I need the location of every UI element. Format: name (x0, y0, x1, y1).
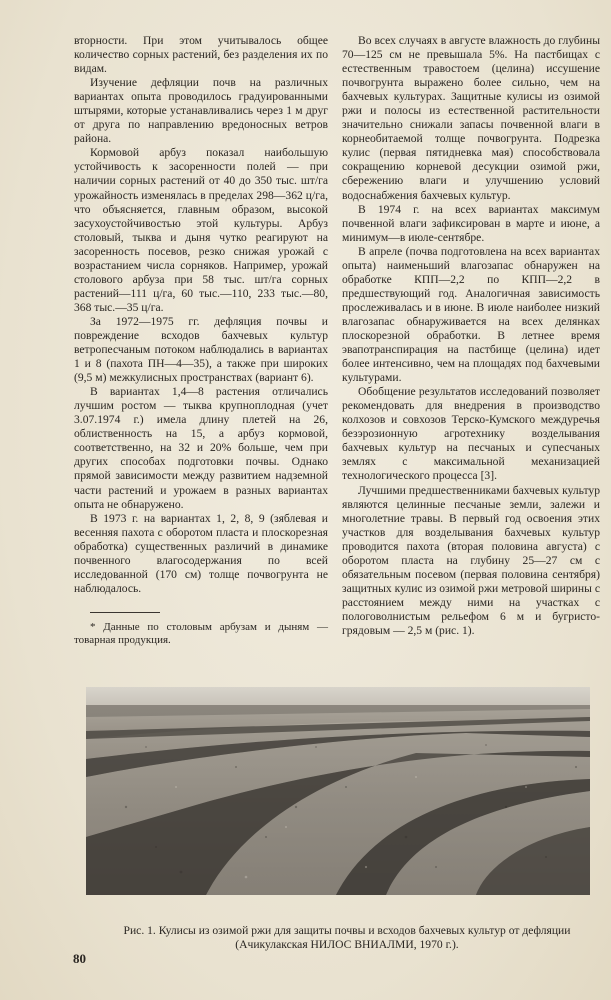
paragraph: Обобщение результатов исследований позволяет рекомендовать для внедрения в производство колхозов и совхозов Терско-Кумского междуречья безэрозионную агротехнику возделывания бахчевых культур на песчаных и супесчаных землях с максимальной механизацией технологического процесса [3]. (342, 385, 600, 483)
right-column (342, 34, 600, 638)
paragraph: Во всех случаях в августе влажность до глубины 70—125 см не превышала 5%. На пастбищах с естественным травостоем (целина) иссушение почвогрунта выражено более сильно, чем на бахчевых культурах. Защитные кулисы из озимой ржи и полосы из естественной растительности значительно снижали запасы почвенной влаги в корнеобитаемой толще почвогрунта. Подрезка кулис (первая пятидневка мая) способствовала сокращению корневой десукции озимой ржи, сбережению влаги и улучшению условий водоснабжения бахчевых культур. (342, 34, 600, 202)
left-column (74, 34, 328, 648)
paragraph: В вариантах 1,4—8 растения отличались лучшим ростом — тыква крупноплодная (учет 3.07.1974 г.) имела длину плетей на 26, облиственность на 15, а арбуз кормовой, соответственно, на 32 и 20% больше, чем при других способах подготовки почвы. Однако прямой зависимости между развитием надземной части растений и урожаем в разных вариантах опыта не обнаружено. (74, 385, 328, 511)
paragraph: В апреле (почва подготовлена на всех вариантах опыта) наименьший влагозапас обнаружен на обработке КПП—2,2 по КПП—2,2 в предшествующий год. Аналогичная зависимость прослеживалась и в июне. В июле наиболее низкий влагозапас обнаруживается на всех делянках плоскорезной обработки. В летнее время эвапотранспирация на пастбище (целина) идет более интенсивно, чем на площадях под бахчевыми культурами. (342, 244, 600, 385)
footnote: * Данные по столовым арбузам и дыням — товарная продукция. (74, 620, 328, 647)
figure-caption: Рис. 1. Кулисы из озимой ржи для защиты почвы и всходов бахчевых культур от дефляции (Ачикулакская НИЛОС ВНИАЛМИ, 1970 г.). (123, 923, 571, 951)
paragraph: вторности. При этом учитывалось общее количество сорных растений, без разделения их по видам. (74, 34, 328, 76)
field-photo-illustration (86, 687, 590, 895)
page-number: 80 (73, 951, 86, 966)
paragraph: Лучшими предшественниками бахчевых культур являются целинные песчаные земли, залежи и многолетние травы. В первый год освоения этих участков для возделывания бахчевых культур проводится пахота (вторая половина августа) с оборотом пласта на глубину 25—27 см с обязательным посевом (первая половина сентября) защитных кулис из озимой ржи метровой ширины с расстоянием между ними на участках с пологоволнистым рельефом 6 м и бугристо-грядовым — 2,5 м (рис. 1). (342, 483, 600, 637)
field-photo (86, 687, 590, 895)
paragraph: Изучение дефляции почв на различных вариантах опыта проводилось градуированными штырями, которые устанавливались через 1 м друг от друга по направлению вредоносных ветров района. (74, 76, 328, 146)
paragraph: Кормовой арбуз показал наибольшую устойчивость к засоренности полей — при наличии сорных растений от 40 до 350 тыс. шт/га урожайность изменялась в пределах 298—362 ц/га, что объясняется, главным образом, высокой засухоустойчивостью этой культуры. Арбуз столовый, тыква и дыня чутко реагируют на засоренность посевов, резко снижая урожай с возрастанием числа сорняков. Например, урожай столового арбуза при 58 тыс. шт/га сорных растений—111 ц/га, 60 тыс.—110, 233 тыс.—80, 368 тыс.—35 ц/га. (74, 146, 328, 314)
paragraph: За 1972—1975 гг. дефляция почвы и повреждение всходов бахчевых культур ветропесчаным потоком наблюдались в вариантах 1 и 8 (пахота ПН—4—35), а также при широких (9,5 м) межкулисных пространствах (вариант 6). (74, 314, 328, 385)
paragraph: В 1974 г. на всех вариантах максимум почвенной влаги зафиксирован в марте и июне, а минимум—в июле-сентябре. (342, 202, 600, 244)
paragraph: В 1973 г. на вариантах 1, 2, 8, 9 (зяблевая и весенняя пахота с оборотом пласта и плоскорезная обработка) существенных различий в динамике почвенного влагосодержания по всей исследованной (170 см) толще почвогрунта не наблюдалось. (74, 511, 328, 595)
footnote-divider (90, 612, 160, 613)
